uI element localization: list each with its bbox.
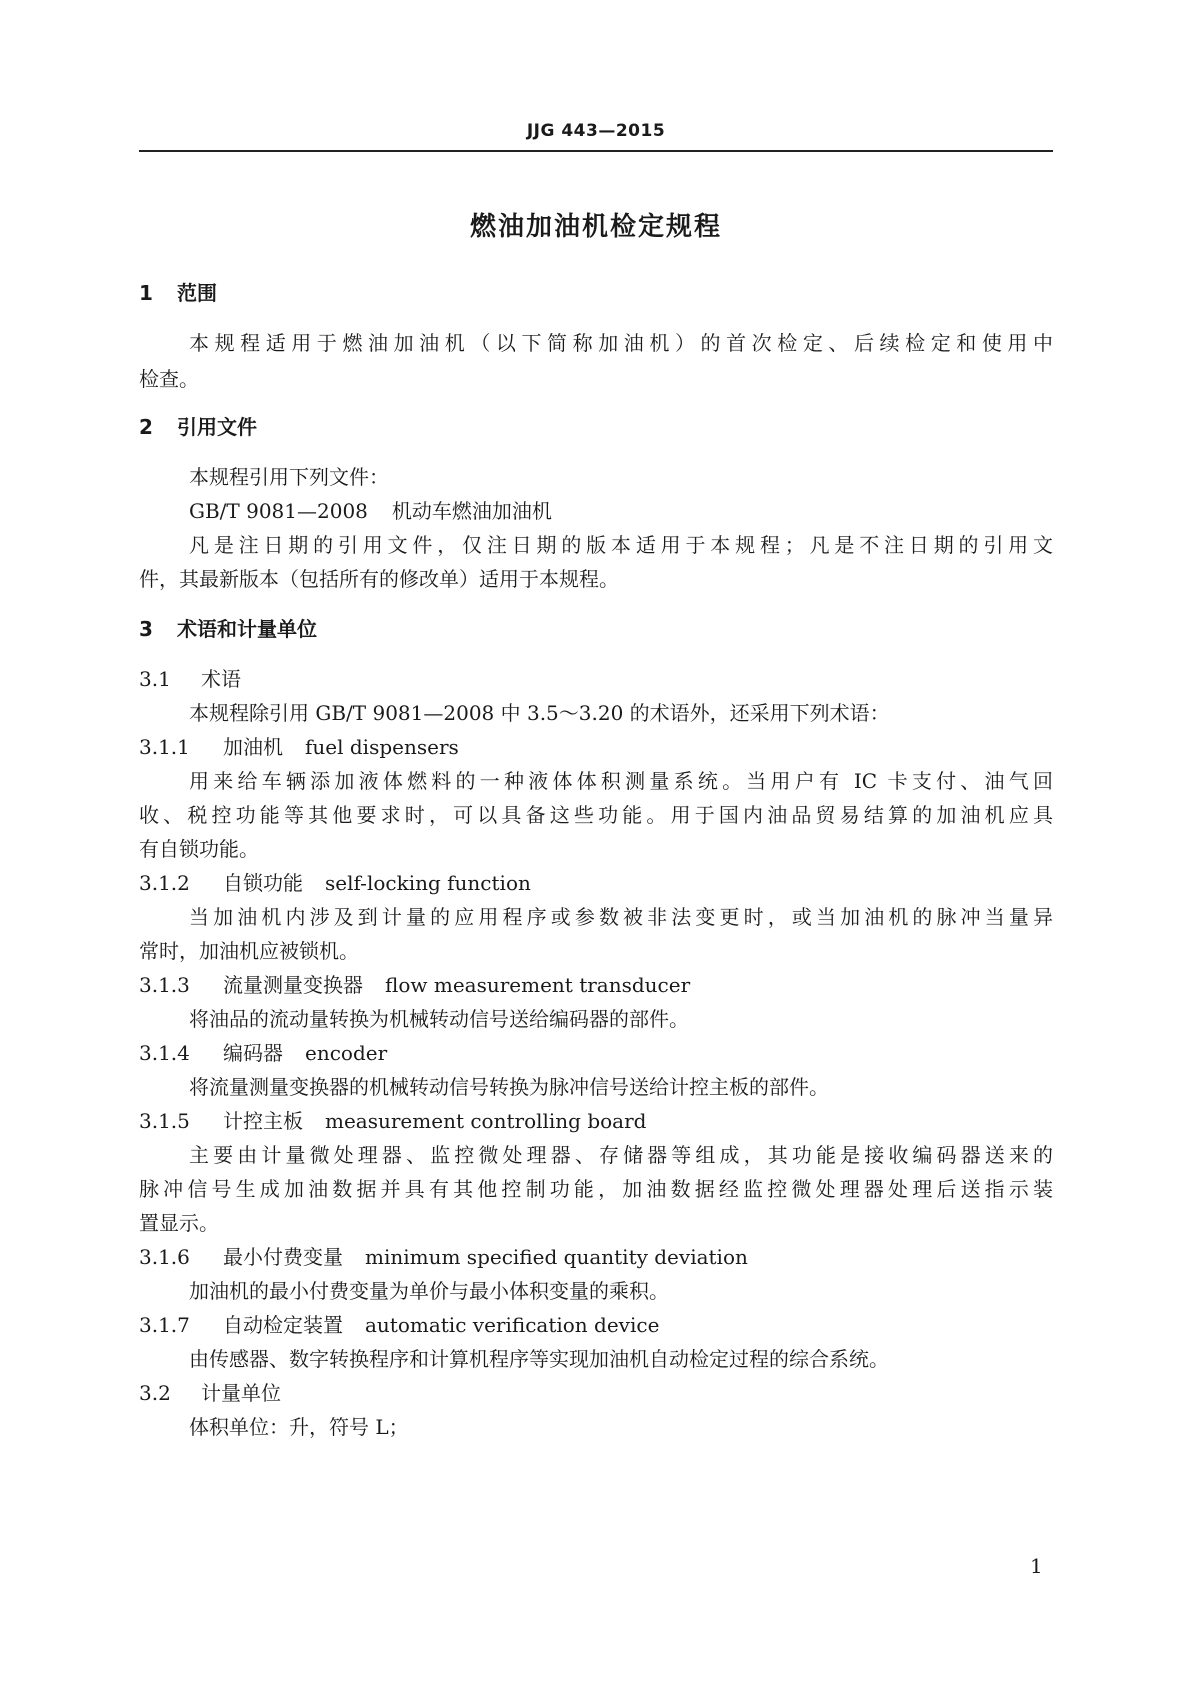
subsection-3-2-heading	[139, 1380, 281, 1406]
term-heading	[139, 1040, 387, 1066]
term-chinese: 流量测量变换器	[223, 973, 363, 997]
subsection-number: 3.1	[139, 667, 171, 691]
paragraph-line: 本规程适用于燃油加油机（以下简称加油机）的首次检定、后续检定和使用中	[189, 331, 1053, 355]
term-english: self-locking function	[325, 871, 531, 895]
term-chinese: 自动检定装置	[223, 1313, 343, 1337]
section-number: 3	[139, 617, 153, 641]
paragraph-line: 主要由计量微处理器、监控微处理器、存储器等组成，其功能是接收编码器送来的	[189, 1143, 1053, 1167]
term-chinese: 计控主板	[223, 1109, 303, 1133]
term-chinese: 最小付费变量	[223, 1245, 343, 1269]
term-number: 3.1.2	[139, 871, 190, 895]
paragraph-line: 置显示。	[139, 1211, 219, 1235]
section-number: 1	[139, 281, 153, 305]
section-title: 引用文件	[177, 415, 257, 439]
section-number: 2	[139, 415, 153, 439]
term-chinese: 编码器	[223, 1041, 283, 1065]
subsection-number: 3.2	[139, 1381, 171, 1405]
term-number: 3.1.1	[139, 735, 190, 759]
paragraph-line: 本规程引用下列文件：	[189, 465, 389, 489]
section-title: 术语和计量单位	[177, 617, 317, 641]
standard-code-header: JJG 443—2015	[526, 121, 666, 141]
paragraph-line: 用来给车辆添加液体燃料的一种液体体积测量系统。当用户有 IC 卡支付、油气回	[189, 769, 1053, 793]
page-number: 1	[1030, 1554, 1043, 1578]
header-divider	[139, 150, 1053, 152]
section-2-heading	[139, 414, 257, 440]
reference-code: GB/T 9081—2008	[189, 499, 368, 523]
term-chinese: 加油机	[223, 735, 283, 759]
term-number: 3.1.5	[139, 1109, 190, 1133]
section-3-heading	[139, 616, 317, 642]
paragraph-line: 加油机的最小付费变量为单价与最小体积变量的乘积。	[189, 1279, 669, 1303]
term-english: minimum specified quantity deviation	[365, 1245, 748, 1269]
term-heading	[139, 1244, 748, 1270]
term-english: automatic verification device	[365, 1313, 660, 1337]
term-heading	[139, 1312, 659, 1338]
term-number: 3.1.7	[139, 1313, 190, 1337]
paragraph-line: 凡是注日期的引用文件，仅注日期的版本适用于本规程；凡是不注日期的引用文	[189, 533, 1053, 557]
term-english: fuel dispensers	[305, 735, 459, 759]
term-english: flow measurement transducer	[385, 973, 691, 997]
paragraph-line: 检查。	[139, 367, 199, 391]
section-title: 范围	[177, 281, 217, 305]
reference-entry	[189, 498, 552, 524]
term-heading	[139, 1108, 646, 1134]
term-number: 3.1.4	[139, 1041, 190, 1065]
section-1-heading	[139, 280, 217, 306]
subsection-title: 计量单位	[201, 1381, 281, 1405]
paragraph-line: 件，其最新版本（包括所有的修改单）适用于本规程。	[139, 567, 619, 591]
reference-title: 机动车燃油加油机	[391, 499, 552, 523]
term-heading	[139, 734, 459, 760]
term-heading	[139, 870, 531, 896]
paragraph-line: 将油品的流动量转换为机械转动信号送给编码器的部件。	[189, 1007, 689, 1031]
paragraph-line: 常时，加油机应被锁机。	[139, 939, 359, 963]
paragraph-line: 收、税控功能等其他要求时，可以具备这些功能。用于国内油品贸易结算的加油机应具	[139, 803, 1053, 827]
term-heading	[139, 972, 690, 998]
paragraph-line: 本规程除引用 GB/T 9081—2008 中 3.5～3.20 的术语外，还采用下列术语：	[189, 701, 890, 725]
paragraph-line: 由传感器、数字转换程序和计算机程序等实现加油机自动检定过程的综合系统。	[189, 1347, 889, 1371]
subsection-3-1-heading	[139, 666, 241, 692]
paragraph-line: 有自锁功能。	[139, 837, 259, 861]
paragraph-line: 当加油机内涉及到计量的应用程序或参数被非法变更时，或当加油机的脉冲当量异	[189, 905, 1053, 929]
paragraph-line: 将流量测量变换器的机械转动信号转换为脉冲信号送给计控主板的部件。	[189, 1075, 829, 1099]
term-english: measurement controlling board	[325, 1109, 647, 1133]
paragraph-line: 体积单位：升，符号 L；	[189, 1415, 409, 1439]
document-title: 燃油加油机检定规程	[469, 212, 722, 242]
term-english: encoder	[305, 1041, 388, 1065]
term-number: 3.1.6	[139, 1245, 190, 1269]
term-chinese: 自锁功能	[223, 871, 303, 895]
paragraph-line: 脉冲信号生成加油数据并具有其他控制功能，加油数据经监控微处理器处理后送指示装	[139, 1177, 1053, 1201]
term-number: 3.1.3	[139, 973, 190, 997]
subsection-title: 术语	[201, 667, 241, 691]
